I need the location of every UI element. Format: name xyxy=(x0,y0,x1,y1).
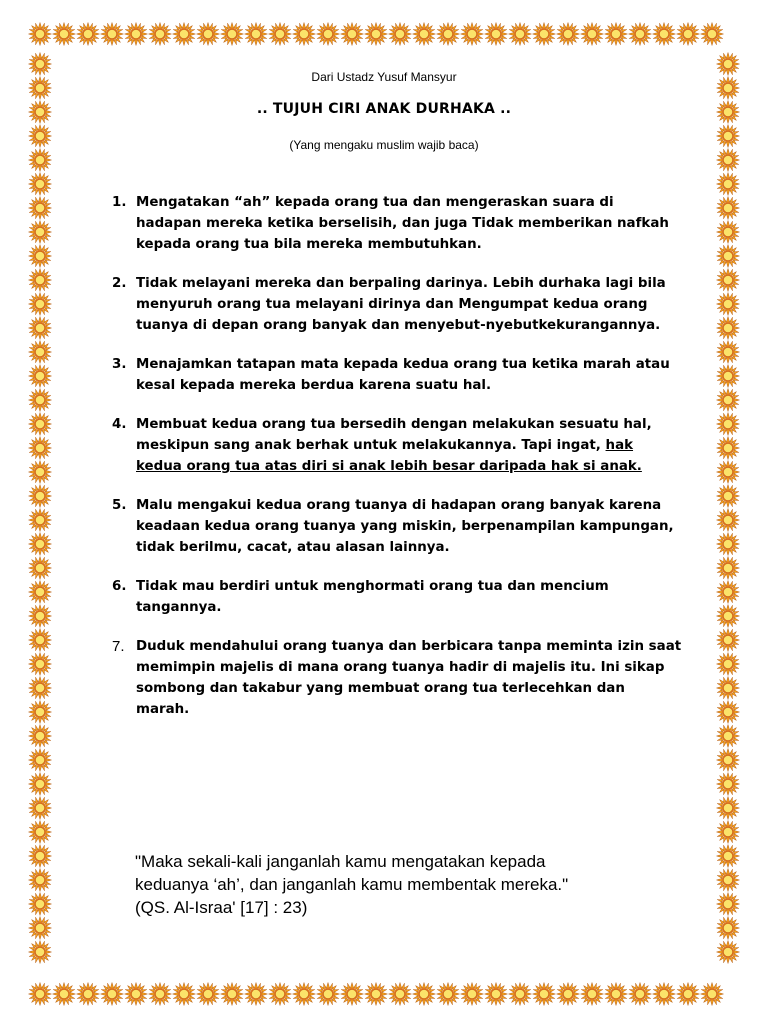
item-number: 4. xyxy=(112,417,127,432)
item-text: Malu mengakui kedua orang tuanya di hadapan orang banyak karena keadaan kedua orang tuanya yang miskin, berpenampilan kampungan, tidak berilmu, cacat, atau alasan lainnya. xyxy=(136,498,674,555)
numbered-list xyxy=(112,192,682,738)
quran-quote xyxy=(135,850,655,919)
item-number: 6. xyxy=(112,579,127,594)
list-item xyxy=(112,414,682,477)
item-text: Tidak mau berdiri untuk menghormati orang tua dan mencium tangannya. xyxy=(136,579,609,615)
byline: Dari Ustadz Yusuf Mansyur xyxy=(311,70,457,84)
item-text-underlined: hak kedua orang tua atas diri si anak lebih besar daripada hak si anak. xyxy=(136,438,642,474)
list-item xyxy=(112,636,682,720)
item-text-plain: Membuat kedua orang tua bersedih dengan melakukan sesuatu hal, meskipun sang anak berhak untuk melakukannya. Tapi ingat, xyxy=(136,417,652,453)
quote-line: keduanya ‘ah’, dan janganlah kamu membentak mereka." xyxy=(135,875,569,894)
item-text: Duduk mendahului orang tuanya dan berbicara tanpa meminta izin saat memimpin majelis di mana orang tuanya hadir di majelis itu. Ini sikap sombong dan takabur yang membuat orang tua terlecehkan dan marah. xyxy=(136,639,682,717)
list-item xyxy=(112,495,682,558)
item-text: Mengatakan “ah” kepada orang tua dan mengeraskan suara di hadapan mereka ketika berselisih, dan juga Tidak memberikan nafkah kepada orang tua bila mereka membutuhkan. xyxy=(136,195,669,252)
quote-line: "Maka sekali-kali janganlah kamu mengatakan kepada xyxy=(135,852,546,871)
item-number: 2. xyxy=(112,276,127,291)
list-item xyxy=(112,576,682,618)
list-item xyxy=(112,273,682,336)
item-number: 5. xyxy=(112,498,127,513)
item-number: 3. xyxy=(112,357,127,372)
quote-citation: (QS. Al-Israa' [17] : 23) xyxy=(135,898,308,917)
item-text xyxy=(136,414,682,477)
item-number: 7. xyxy=(112,638,125,655)
subtitle: (Yang mengaku muslim wajib baca) xyxy=(289,138,479,152)
page-title: .. TUJUH CIRI ANAK DURHAKA .. xyxy=(256,101,512,117)
item-number: 1. xyxy=(112,195,127,210)
list-item xyxy=(112,192,682,255)
item-text: Tidak melayani mereka dan berpaling darinya. Lebih durhaka lagi bila menyuruh orang tua melayani dirinya dan Mengumpat kedua orang tuanya di depan orang banyak dan menyebut-nyebutkekurangannya. xyxy=(136,276,666,333)
list-item xyxy=(112,354,682,396)
item-text: Menajamkan tatapan mata kepada kedua orang tua ketika marah atau kesal kepada mereka berdua karena suatu hal. xyxy=(136,357,670,393)
